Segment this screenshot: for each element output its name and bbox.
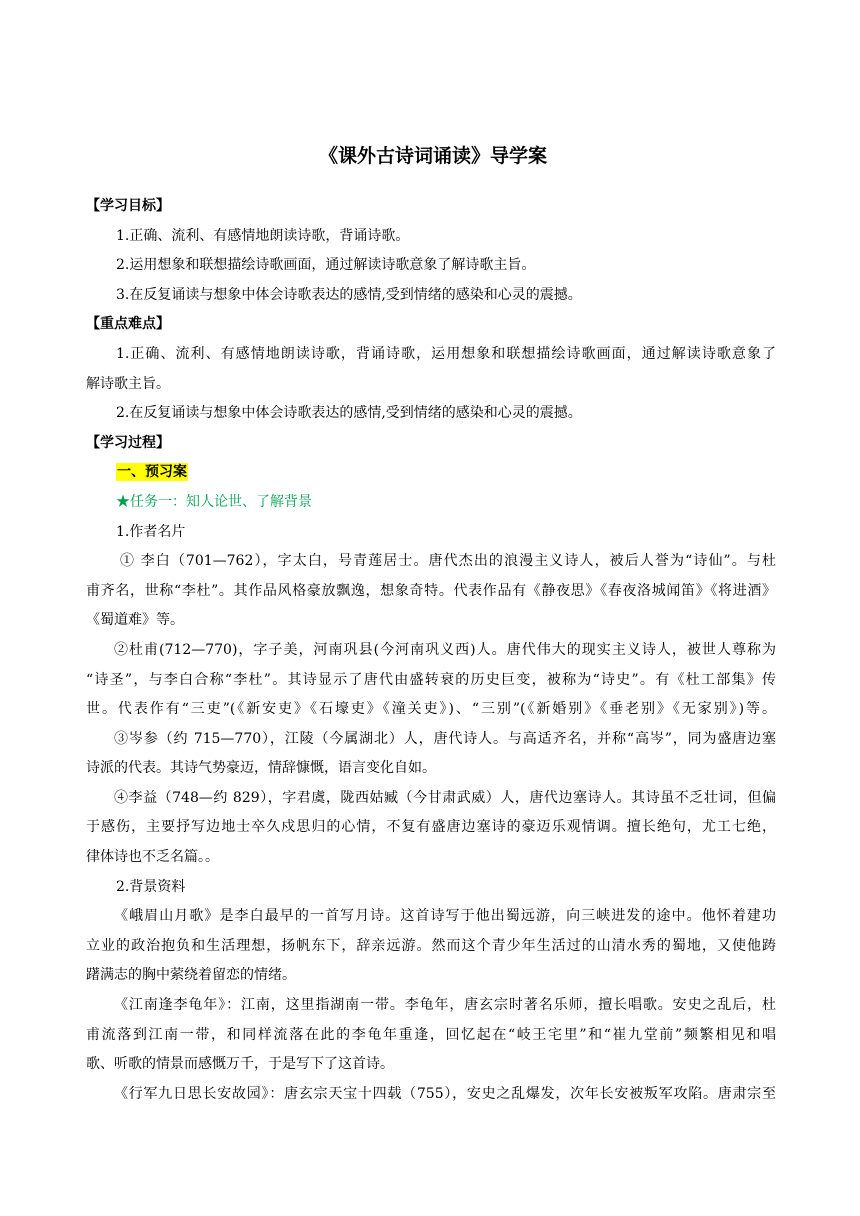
author-dufu-line: ②杜甫(712—770)，字子美，河南巩县(今河南巩义西)人。唐代伟大的现实主义诗人，被世人尊称为 (114, 641, 776, 658)
background-line: 躇满志的胸中萦绕着留恋的情绪。 (86, 967, 296, 984)
page-title: 《课外古诗词诵读》导学案 (318, 145, 547, 167)
section-heading-row (86, 458, 776, 488)
background-line: 《行军九日思长安故园》：唐玄宗天宝十四载（755），安史之乱爆发，次年长安被叛军攻陷。唐肃宗至 (114, 1085, 776, 1102)
author-libai-line: 甫齐名，世称“李杜”。其作品风格豪放飘逸，想象奇特。代表作品有《静夜思》《春夜洛城闻笛》《将进酒》 (86, 582, 776, 599)
background-line: 歌、听歌的情景而感慨万千，于是写下了这首诗。 (86, 1056, 394, 1073)
objective-item: 1.正确、流利、有感情地朗读诗歌，背诵诗歌。 (116, 227, 410, 244)
author-liyi-line: 于感伤，主要抒写边地士卒久戍思归的心情，不复有盛唐边塞诗的豪迈乐观情调。擅长绝句，尤工七绝， (86, 819, 776, 836)
objective-item: 2.运用想象和联想描绘诗歌画面，通过解读诗歌意象了解诗歌主旨。 (116, 257, 536, 274)
author-libai-line: ① 李白（701—762），字太白，号青莲居士。唐代杰出的浪漫主义诗人，被后人誉为“诗仙”。与杜 (120, 553, 776, 570)
section-heading-highlighted: 一、预习案 (117, 464, 187, 481)
author-dufu-line: “诗圣”，与李白合称“李杜”。其诗显示了唐代由盛转衰的历史巨变，被称为“诗史”。有《杜工部集》传 (86, 671, 776, 688)
background-line: 《峨眉山月歌》是李白最早的一首写月诗。这首诗写于他出蜀远游，向三峡进发的途中。他怀着建功 (114, 908, 776, 925)
background-line: 立业的政治抱负和生活理想，扬帆东下，辞亲远游。然而这个青少年生活过的山清水秀的蜀地，又使他踌 (86, 937, 776, 954)
author-liyi-line: 律体诗也不乏名篇。。 (86, 849, 219, 866)
objective-item: 3.在反复诵读与想象中体会诗歌表达的感情,受到情绪的感染和心灵的震撼。 (116, 286, 582, 303)
author-censhen-line: ③岑参（约 715—770），江陵（今属湖北）人，唐代诗人。与高适齐名，并称“高岑”，同为盛唐边塞 (114, 730, 776, 747)
background-line: 甫流落到江南一带，和同样流落在此的李龟年重逢，回忆起在“岐王宅里”和“崔九堂前”频繁相见和唱 (86, 1026, 776, 1043)
key-point-item: 1.正确、流利、有感情地朗读诗歌，背诵诗歌，运用想象和联想描绘诗歌画面，通过解读诗歌意象了 (116, 345, 776, 362)
subsection-heading: 1.作者名片 (116, 523, 186, 540)
author-liyi-line: ④李益（748—约 829），字君虞，陇西姑臧（今甘肃武威）人，唐代边塞诗人。其诗虽不乏壮词，但偏 (114, 789, 776, 806)
task-heading-row (86, 488, 776, 518)
key-point-item: 2.在反复诵读与想象中体会诗歌表达的感情,受到情绪的感染和心灵的震撼。 (116, 405, 582, 422)
subsection-heading: 2.背景资料 (116, 878, 186, 895)
background-line: 《江南逢李龟年》：江南，这里指湖南一带。李龟年，唐玄宗时著名乐师，擅长唱歌。安史之乱后，杜 (114, 997, 776, 1014)
objectives-heading: 【学习目标】 (86, 198, 170, 214)
author-libai-line: 《蜀道难》等。 (86, 612, 184, 629)
process-heading: 【学习过程】 (86, 434, 170, 451)
author-censhen-line: 诗派的代表。其诗气势豪迈，情辞慷慨，语言变化自如。 (86, 760, 436, 777)
author-dufu-line: 世。代表作有“三吏”(《新安吏》《石壕吏》《潼关吏》)、“三别”(《新婚别》《垂老别》《无家别》)等。 (86, 701, 776, 718)
key-point-item-continued: 解诗歌主旨。 (86, 375, 170, 392)
task-heading: ★任务一：知人论世、了解背景 (116, 493, 312, 510)
key-points-heading: 【重点难点】 (86, 316, 170, 333)
